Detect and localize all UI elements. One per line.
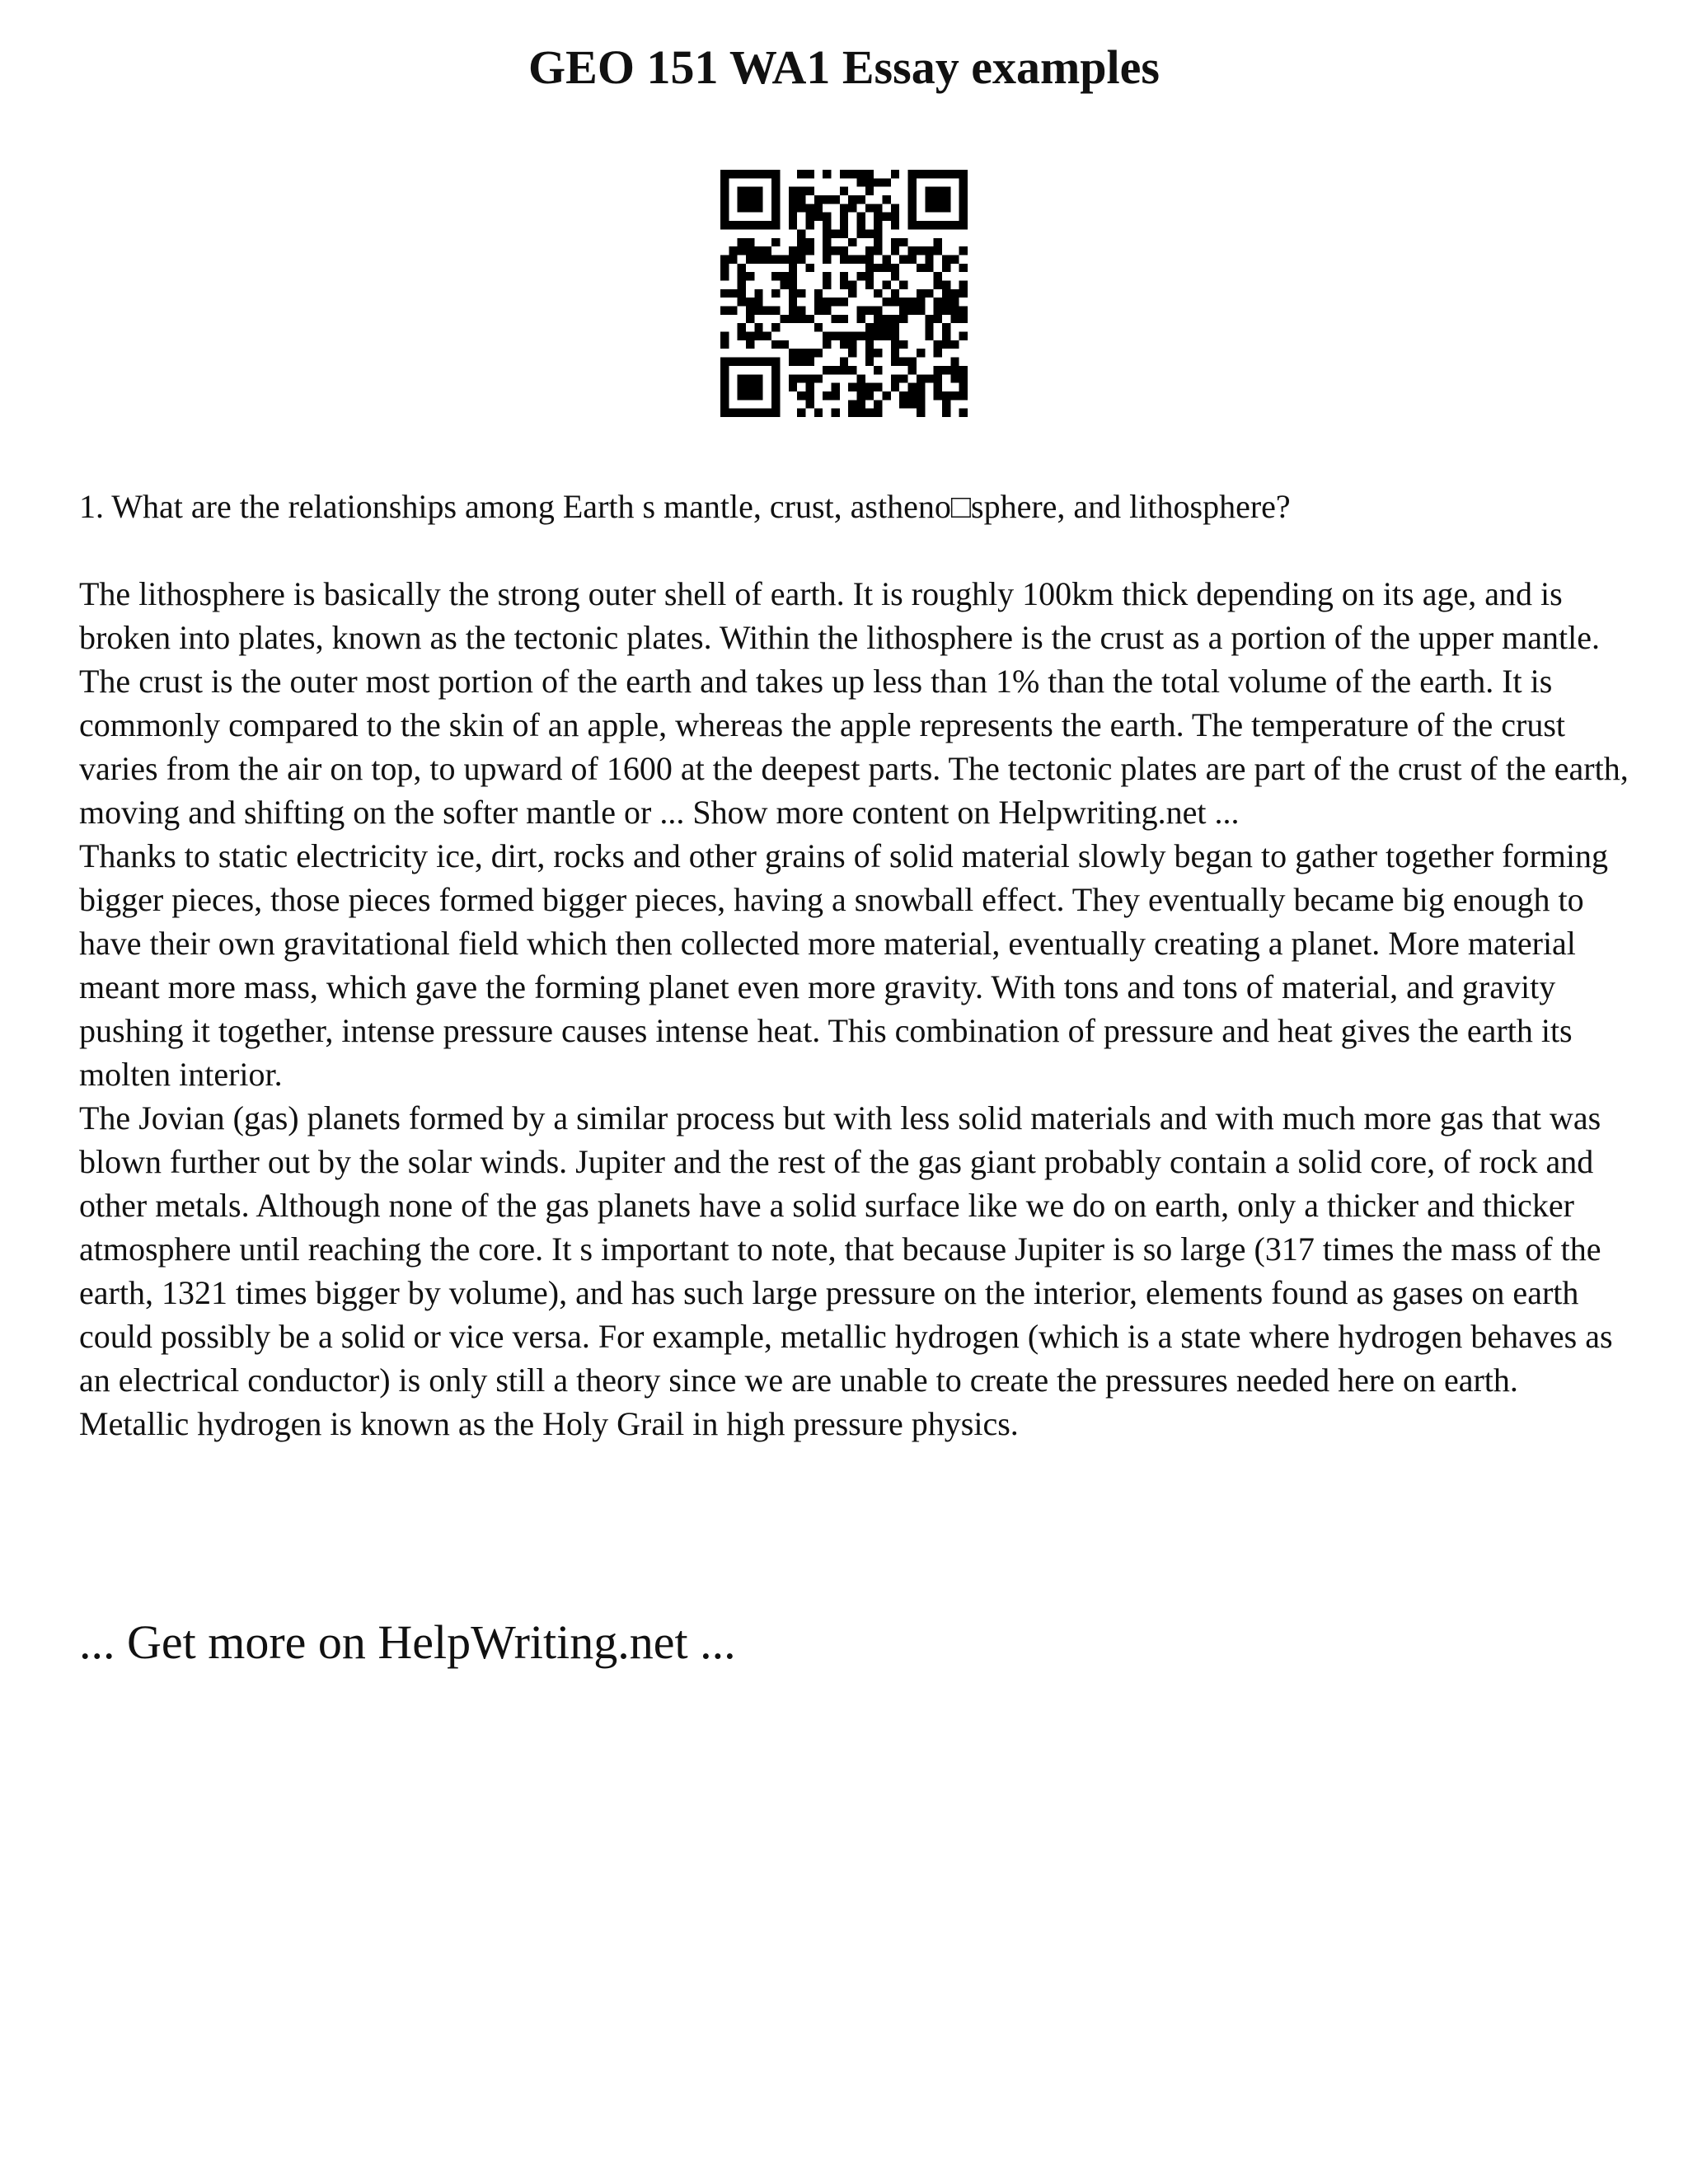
qr-code-icon[interactable]: [720, 170, 968, 417]
page-title: GEO 151 WA1 Essay examples: [528, 40, 1160, 94]
essay-paragraph-4: The Jovian (gas) planets formed by a similar process but with less solid materials and with much more gas that was blown further out by the solar winds. Jupiter and the rest of the gas giant probably contain a solid core, of rock and other metals. Although none of the gas planets have a solid surface like we do on earth, only a thicker and thicker atmosphere until reaching the core. It s important to note, that because Jupiter is so large (317 times the mass of the earth, 1321 times bigger by volume), and has such large pressure on the interior, elements found as gases on earth could possibly be a solid or vice versa. For example, metallic hydrogen (which is a state where hydrogen behaves as an electrical conductor) is only still a theory since we are unable to create the pressures needed here on earth. Metallic hydrogen is known as the Holy Grail in high pressure physics.: [79, 1099, 1613, 1442]
get-more-link[interactable]: ... Get more on HelpWriting.net ...: [79, 1615, 736, 1669]
essay-body: [79, 485, 1629, 1446]
essay-paragraph-1: The lithosphere is basically the strong outer shell of earth. It is roughly 100km thick depending on its age, and is broken into plates, known as the tectonic plates. Within the lithosphere is the crust as a portion of the upper mantle.: [79, 575, 1600, 656]
essay-paragraph-2: The crust is the outer most portion of the earth and takes up less than 1% than the total volume of the earth. It is commonly compared to the skin of an apple, whereas the apple represents the earth. The temperature of the crust varies from the air on top, to upward of 1600 at the deepest parts. The tectonic plates are part of the crust of the earth, moving and shifting on the softer mantle or ... Show more content on Helpwriting.net ...: [79, 663, 1629, 831]
essay-question: 1. What are the relationships among Earth s mantle, crust, astheno□sphere, and lithosphere?: [79, 488, 1291, 525]
essay-paragraph-3: Thanks to static electricity ice, dirt, rocks and other grains of solid material slowly began to gather together forming bigger pieces, those pieces formed bigger pieces, having a snowball effect. They eventually became big enough to have their own gravitational field which then collected more material, eventually creating a planet. More material meant more mass, which gave the forming planet even more gravity. With tons and tons of material, and gravity pushing it together, intense pressure causes intense heat. This combination of pressure and heat gives the earth its molten interior.: [79, 837, 1608, 1093]
